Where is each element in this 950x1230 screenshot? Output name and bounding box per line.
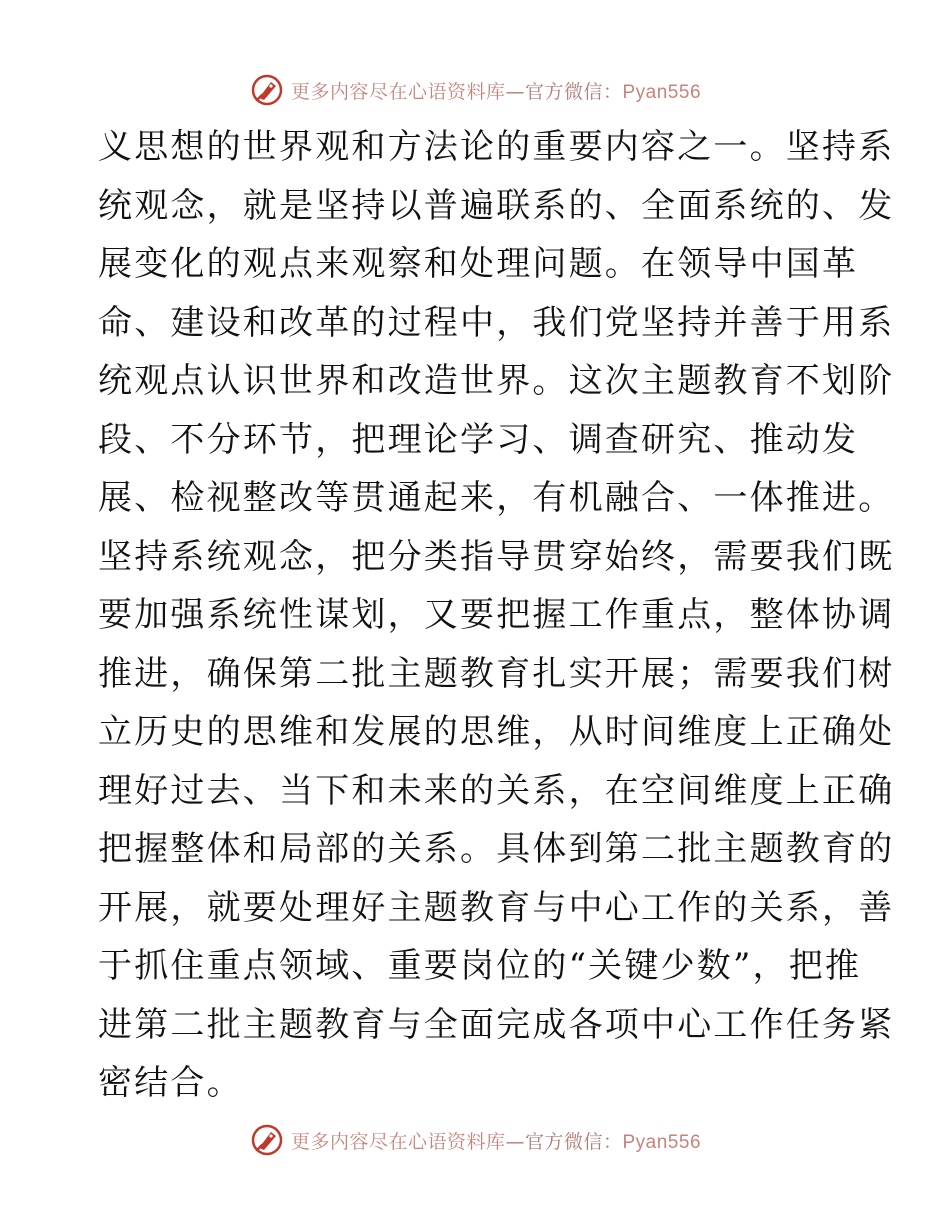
header-banner-slogan: 更多内容尽在心语资料库 [290,80,506,103]
pen-nib-logo-icon [249,72,285,108]
body-line: 命、建设和改革的过程中，我们党坚持并善于用系 [98,302,895,343]
body-line: 开展，就要处理好主题教育与中心工作的关系，善 [98,887,895,928]
footer-banner-wechat: Pyan556 [622,1131,702,1153]
body-line: 于抓住重点领域、重要岗位的“关键少数”，把推 [98,946,862,986]
body-line: 义思想的世界观和方法论的重要内容之一。坚持系 [98,127,895,167]
body-line: 推进，确保第二批主题教育扎实开展；需要我们树 [98,653,895,694]
body-line: 要加强系统性谋划，又要把握工作重点，整体协调 [98,595,895,635]
body-line: 坚持系统观念，把分类指导贯穿始终，需要我们既 [98,536,895,577]
header-banner [0,70,950,110]
header-banner-label: 官方微信： [524,80,623,103]
footer-banner-separator: — [505,1130,525,1153]
header-banner-wechat: Pyan556 [622,81,702,103]
body-line: 把握整体和局部的关系。具体到第二批主题教育的 [98,829,895,869]
body-line: 密结合。 [98,1063,243,1103]
body-line: 理好过去、当下和未来的关系，在空间维度上正确 [98,770,895,811]
footer-banner-label: 官方微信： [524,1130,623,1153]
body-line: 展、检视整改等贯通起来，有机融合、一体推进。 [98,478,895,518]
footer-banner [0,1120,950,1160]
body-line: 立历史的思维和发展的思维，从时间维度上正确处 [98,712,895,752]
header-banner-text [291,77,701,104]
footer-banner-slogan: 更多内容尽在心语资料库 [290,1130,506,1153]
body-line: 展变化的观点来观察和处理问题。在领导中国革 [98,244,859,284]
document-body [98,118,895,1113]
body-line: 进第二批主题教育与全面完成各项中心工作任务紧 [98,1004,895,1045]
body-line: 段、不分环节，把理论学习、调查研究、推动发 [98,419,859,460]
body-line: 统观念，就是坚持以普遍联系的、全面系统的、发 [98,185,895,226]
body-line: 统观点认识世界和改造世界。这次主题教育不划阶 [98,361,895,401]
header-banner-separator: — [505,80,525,103]
footer-banner-text [291,1127,701,1154]
pen-nib-logo-icon [249,1122,285,1158]
